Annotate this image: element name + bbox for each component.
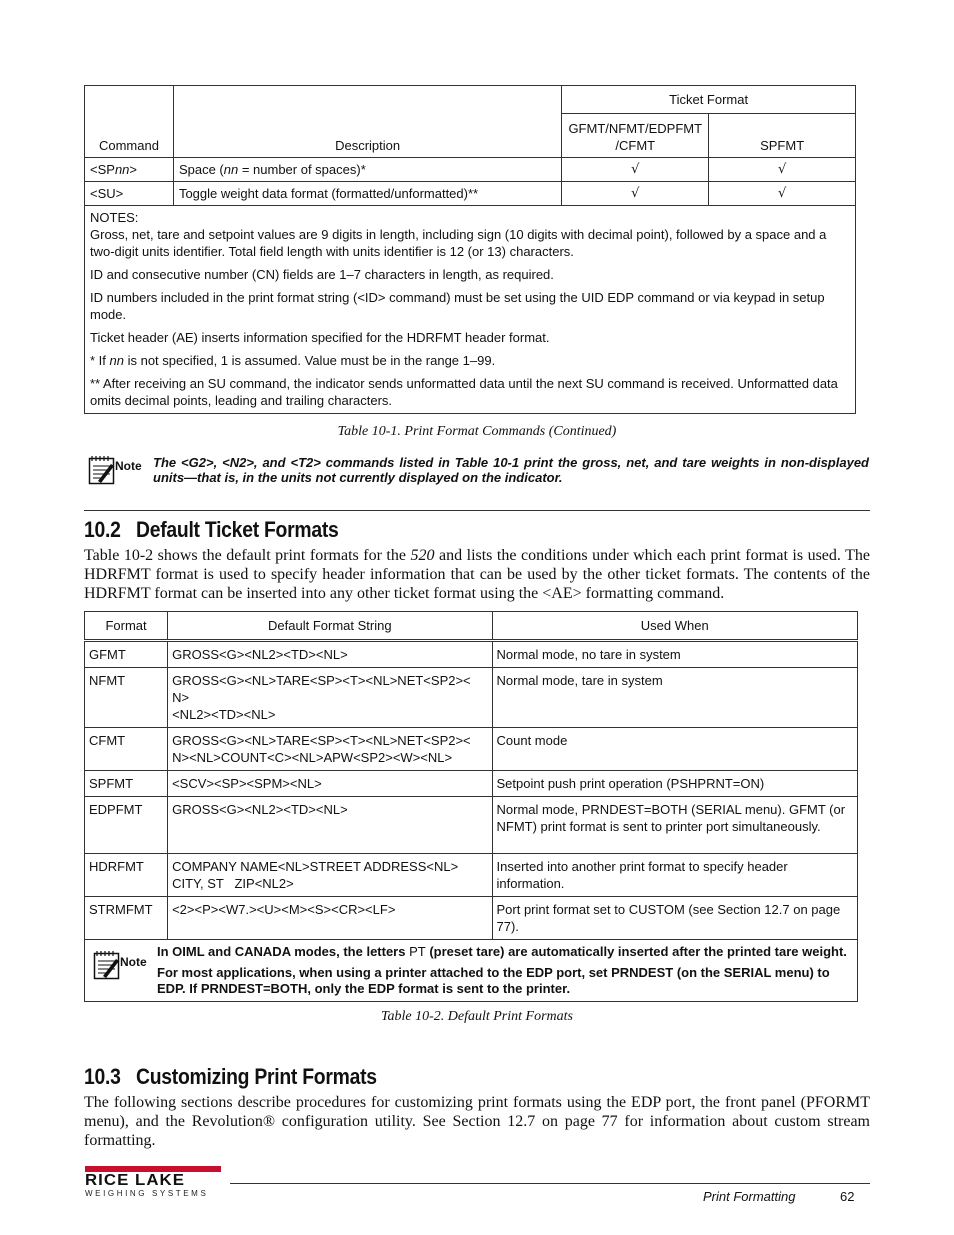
table-row: [85, 641, 858, 668]
format-cell: EDPFMT: [85, 797, 168, 854]
table-row: [85, 728, 858, 771]
string-cell: COMPANY NAME<NL>STREET ADDRESS<NL> CITY, ST ZIP<NL2>: [168, 854, 492, 897]
col-command-header: Command: [85, 86, 174, 158]
section-heading: 10.3 Customizing Print Formats: [84, 1064, 377, 1089]
used-cell: Port print format set to CUSTOM (see Section 12.7 on page 77).: [492, 897, 858, 940]
table-row: [85, 897, 858, 940]
table-row: [85, 797, 858, 854]
command-cell: <SU>: [85, 182, 174, 206]
used-cell: Normal mode, PRNDEST=BOTH (SERIAL menu). GFMT (or NFMT) print format is sent to printer port simultaneously.: [492, 797, 858, 854]
check-mark: √: [562, 182, 709, 206]
note-icon: [88, 455, 148, 487]
table-row: [85, 854, 858, 897]
note-label: Note: [120, 955, 147, 969]
logo-subtext: WEIGHING SYSTEMS: [85, 1189, 209, 1198]
rice-lake-logo: [85, 1166, 221, 1200]
string-cell: GROSS<G><NL2><TD><NL>: [168, 641, 492, 668]
page-number: 62: [840, 1189, 855, 1204]
col-description-header: Description: [173, 86, 561, 158]
check-mark: √: [562, 158, 709, 182]
table-row: [85, 182, 856, 206]
footer-divider: [230, 1183, 870, 1184]
col-gfmt-header: GFMT/NFMT/EDPFMT /CFMT: [562, 114, 709, 158]
format-cell: HDRFMT: [85, 854, 168, 897]
table-row: [85, 668, 858, 728]
logo-text: RICE LAKE: [85, 1172, 185, 1189]
note-text: ID and consecutive number (CN) fields are 1–7 characters in length, as required.: [90, 267, 554, 282]
string-cell: GROSS<G><NL2><TD><NL>: [168, 797, 492, 854]
table-row: [85, 771, 858, 797]
format-cell: SPFMT: [85, 771, 168, 797]
note-icon: [89, 950, 157, 982]
note-text: Ticket header (AE) inserts information specified for the HDRFMT header format.: [90, 330, 550, 345]
ticket-format-header: Ticket Format: [562, 86, 856, 114]
section-heading: 10.2 Default Ticket Formats: [84, 517, 339, 542]
command-cell: <SPnn>: [85, 158, 174, 182]
note-text: ** After receiving an SU command, the indicator sends unformatted data until the next SU command is received. Unformatted data omits decimal points, leading and trailing characters.: [90, 376, 838, 408]
section-divider: [84, 510, 870, 511]
note-text: * If nn is not specified, 1 is assumed. Value must be in the range 1–99.: [90, 353, 496, 368]
used-cell: Inserted into another print format to specify header information.: [492, 854, 858, 897]
default-print-formats-table: [84, 611, 858, 1002]
col-spfmt-header: SPFMT: [709, 114, 856, 158]
used-cell: Setpoint push print operation (PSHPRNT=ON): [492, 771, 858, 797]
note-text: Gross, net, tare and setpoint values are 9 digits in length, including sign (10 digits with decimal point), followed by a space and a two-digit units identifier. Total field length with units identifier is 12 (or 13) characters.: [90, 227, 827, 259]
description-cell: Space (nn = number of spaces)*: [173, 158, 561, 182]
note-body: In OIML and CANADA modes, the letters PT (preset tare) are automatically inserted after the printed tare weight. For most applications, when using a printer attached to the EDP port, set PRNDEST (on the SERIAL menu) to EDP. If PRNDEST=BOTH, only the EDP format is sent to the printer.: [157, 944, 847, 996]
table-caption: Table 10-1. Print Format Commands (Continued): [337, 424, 617, 439]
section-paragraph: The following sections describe procedures for customizing print formats using the EDP port, the front panel (PFORMT menu), and the Revolution® configuration utility. See Section 12.7 on page 77 for information about custom stream formatting.: [84, 1094, 870, 1149]
table-notes: [85, 206, 856, 414]
string-cell: GROSS<G><NL>TARE<SP><T><NL>NET<SP2>< N> <NL2><TD><NL>: [168, 668, 492, 728]
note-body: The <G2>, <N2>, and <T2> commands listed in Table 10-1 print the gross, net, and tare weights in non-displayed units—that is, in the units not currently displayed on the indicator.: [153, 455, 869, 485]
format-cell: CFMT: [85, 728, 168, 771]
check-mark: √: [709, 158, 856, 182]
section-paragraph: Table 10-2 shows the default print formats for the 520 and lists the conditions under which each print format is used. The HDRFMT format is used to specify header information that can be used by the other ticket formats. The contents of the HDRFMT format can be inserted into any other ticket format using the <AE> formatting command.: [84, 547, 871, 602]
table-row: [85, 158, 856, 182]
table-caption: Table 10-2. Default Print Formats: [381, 1009, 573, 1024]
col-format-header: Format: [85, 612, 168, 641]
used-cell: Count mode: [492, 728, 858, 771]
string-cell: <SCV><SP><SPM><NL>: [168, 771, 492, 797]
col-string-header: Default Format String: [168, 612, 492, 641]
used-cell: Normal mode, no tare in system: [492, 641, 858, 668]
used-cell: Normal mode, tare in system: [492, 668, 858, 728]
note-callout: [88, 455, 870, 487]
description-cell: Toggle weight data format (formatted/unformatted)**: [173, 182, 561, 206]
check-mark: √: [709, 182, 856, 206]
string-cell: GROSS<G><NL>TARE<SP><T><NL>NET<SP2>< N><NL>COUNT<C><NL>APW<SP2><W><NL>: [168, 728, 492, 771]
note-text: ID numbers included in the print format string (<ID> command) must be set using the UID EDP command or via keypad in setup mode.: [90, 290, 825, 322]
col-used-header: Used When: [492, 612, 858, 641]
notes-title: NOTES:: [90, 210, 139, 225]
format-cell: NFMT: [85, 668, 168, 728]
note-label: Note: [115, 459, 142, 473]
table-note: [85, 940, 858, 1002]
footer-section-name: Print Formatting: [703, 1189, 796, 1204]
format-cell: GFMT: [85, 641, 168, 668]
format-cell: STRMFMT: [85, 897, 168, 940]
string-cell: <2><P><W7.><U><M><S><CR><LF>: [168, 897, 492, 940]
print-format-commands-table: [84, 85, 856, 414]
